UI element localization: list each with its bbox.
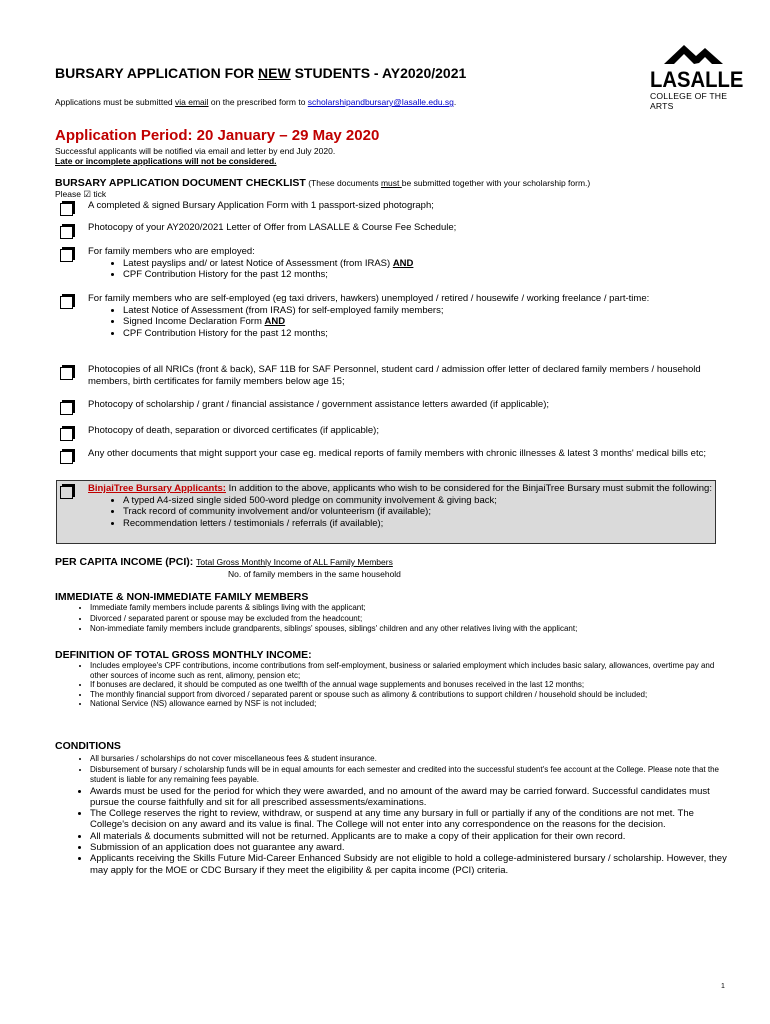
checklist-item-5: Photocopies of all NRICs (front & back), SAF 11B for SAF Personnel, student card / admission offer letter of declared family members / household members, birth certificates for family members below age 15; bbox=[88, 364, 701, 387]
checkbox-item-3[interactable] bbox=[60, 249, 73, 262]
list-item: • National Service (NS) allowance earned by NSF is not included; bbox=[90, 699, 727, 709]
checkbox-item-7[interactable] bbox=[60, 428, 73, 441]
list-item: • Submission of an application does not guarantee any award. bbox=[90, 842, 729, 853]
logo-wordmark: LASALLE bbox=[650, 67, 744, 92]
list-item: • If bonuses are declared, it should be computed as one twelfth of the annual wage supplements and bonuses received in the last 12 months; bbox=[90, 680, 727, 690]
list-item: • Disbursement of bursary / scholarship funds will be in equal amounts for each semester and credited into the successful student's fee account at the College. Please note that the student is liable for any remaining fees payable. bbox=[90, 765, 729, 786]
checklist-item-2: Photocopy of your AY2020/2021 Letter of Offer from LASALLE & Course Fee Schedule; bbox=[88, 222, 457, 233]
late-warning: Late or incomplete applications will not be considered. bbox=[55, 156, 277, 166]
list-item: • Latest Notice of Assessment (from IRAS) for self-employed family members; bbox=[123, 305, 714, 317]
family-heading: IMMEDIATE & NON-IMMEDIATE FAMILY MEMBERS bbox=[55, 591, 309, 603]
checkbox-binjai[interactable] bbox=[60, 486, 73, 499]
list-item: • All bursaries / scholarships do not cover miscellaneous fees & student insurance. bbox=[90, 754, 729, 765]
list-item: • CPF Contribution History for the past 12 months; bbox=[123, 328, 714, 340]
logo-subtitle: COLLEGE OF THE ARTS bbox=[650, 91, 728, 111]
checklist-item-3: For family members who are employed: • Latest payslips and/ or latest Notice of Assessment (from IRAS) AND • CPF Contribution History for the past 12 months; bbox=[88, 246, 714, 281]
checkbox-item-4[interactable] bbox=[60, 296, 73, 309]
conditions-heading: CONDITIONS bbox=[55, 740, 121, 752]
list-item: • Recommendation letters / testimonials / referrals (if available); bbox=[123, 518, 714, 530]
binjai-item: BinjaiTree Bursary Applicants: In addition to the above, applicants who wish to be considered for the BinjaiTree Bursary must submit the following: • A typed A4-sized single sided 500-word pledge on community involvement & giving back; • Track record of community involvement and/or volunteerism (if available); • Recommendation letters / testimonials / referrals (if available); bbox=[88, 483, 714, 529]
list-item: • Latest payslips and/ or latest Notice of Assessment (from IRAS) AND bbox=[123, 258, 714, 270]
list-item: • All materials & documents submitted will not be returned. Applicants are to make a copy of their application for their own record. bbox=[90, 831, 729, 842]
pci-formula bbox=[55, 556, 393, 568]
checklist-item-8: Any other documents that might support your case eg. medical reports of family members with chronic illnesses & latest 3 months' medical bills etc; bbox=[88, 448, 706, 459]
income-list bbox=[55, 661, 727, 709]
pci-heading: PER CAPITA INCOME (PCI): bbox=[55, 556, 194, 568]
checkbox-item-6[interactable] bbox=[60, 402, 73, 415]
pci-numerator: Total Gross Monthly Income of ALL Family Members bbox=[196, 557, 393, 567]
title-new: NEW bbox=[258, 65, 291, 81]
list-item: • Immediate family members include parents & siblings living with the applicant; bbox=[90, 603, 727, 613]
email-link[interactable]: scholarshipandbursary@lasalle.edu.sg bbox=[307, 97, 454, 107]
list-item: • Includes employee's CPF contributions, income contributions from self-employment, business or salaried employment which includes basic salary, allowances, overtime pay and other sources of income such as rent, alimony, pension etc; bbox=[90, 661, 727, 680]
submission-instructions: Applications must be submitted via email on the prescribed form to scholarshipandbursary@lasalle.edu.sg. bbox=[55, 97, 457, 107]
list-item: • Awards must be used for the period for which they were awarded, and no amount of the award may be carried forward. Successful candidates must pursue the course faithfully and sit for all prescribed assessments/examinations. bbox=[90, 786, 729, 809]
checklist-item-7: Photocopy of death, separation or divorced certificates (if applicable); bbox=[88, 425, 379, 436]
checkbox-item-5[interactable] bbox=[60, 367, 73, 380]
checklist-item-1: A completed & signed Bursary Application Form with 1 passport-sized photograph; bbox=[88, 200, 434, 211]
pci-denominator: No. of family members in the same household bbox=[228, 569, 401, 579]
list-item: • The College reserves the right to review, withdraw, or suspend at any time any bursary in full or partially if any of the conditions are not met. The College's decision on any award and its value is final. The College will not enter into any correspondence on the reasons for the decision. bbox=[90, 808, 729, 831]
checkbox-item-2[interactable] bbox=[60, 226, 73, 239]
list-item: • The monthly financial support from divorced / separated parent or spouse such as alimony & contributions to support children / household should be included; bbox=[90, 690, 727, 700]
list-item: • Applicants receiving the Skills Future Mid-Career Enhanced Subsidy are not eligible to hold a college-administered bursary / scholarship. However, they may apply for the MOE or CDC Bursary if they meet the eligibility & per capita income (PCI) criteria. bbox=[90, 853, 729, 876]
checklist-heading: BURSARY APPLICATION DOCUMENT CHECKLIST (These documents must be submitted together with your scholarship form.) bbox=[55, 177, 591, 189]
lasalle-logo bbox=[650, 42, 744, 111]
binjai-label: BinjaiTree Bursary Applicants: bbox=[88, 483, 226, 494]
list-item: • Divorced / separated parent or spouse may be excluded from the headcount; bbox=[90, 614, 727, 624]
list-item: • A typed A4-sized single sided 500-word pledge on community involvement & giving back; bbox=[123, 495, 714, 507]
list-item: • Signed Income Declaration Form AND bbox=[123, 316, 714, 328]
notification-note: Successful applicants will be notified via email and letter by end July 2020. Late or incomplete applications will not be considered. bbox=[55, 146, 336, 166]
application-period: Application Period: 20 January – 29 May 2020 bbox=[55, 127, 380, 144]
list-item: • CPF Contribution History for the past 12 months; bbox=[123, 269, 714, 281]
document-title: BURSARY APPLICATION FOR NEW STUDENTS - AY2020/2021 bbox=[55, 65, 467, 81]
conditions-list bbox=[55, 754, 729, 876]
tick-instruction: Please ☑ tick bbox=[55, 189, 107, 199]
family-list bbox=[55, 603, 727, 634]
mountain-logo-icon bbox=[650, 42, 736, 64]
list-item: • Track record of community involvement and/or volunteerism (if available); bbox=[123, 506, 714, 518]
checklist-item-4: For family members who are self-employed (eg taxi drivers, hawkers) unemployed / retired / housewife / working freelance / part-time: • Latest Notice of Assessment (from IRAS) for self-employed family members; • Signed Income Declaration Form AND • CPF Contribution History for the past 12 months; bbox=[88, 293, 714, 339]
income-heading: DEFINITION OF TOTAL GROSS MONTHLY INCOME: bbox=[55, 649, 312, 661]
page-number: 1 bbox=[721, 983, 725, 990]
checkbox-item-8[interactable] bbox=[60, 451, 73, 464]
checklist-item-6: Photocopy of scholarship / grant / financial assistance / government assistance letters awarded (if applicable); bbox=[88, 399, 549, 410]
checkbox-item-1[interactable] bbox=[60, 203, 73, 216]
list-item: • Non-immediate family members include grandparents, siblings' spouses, siblings' children and any other relatives living with the applicant; bbox=[90, 624, 727, 634]
